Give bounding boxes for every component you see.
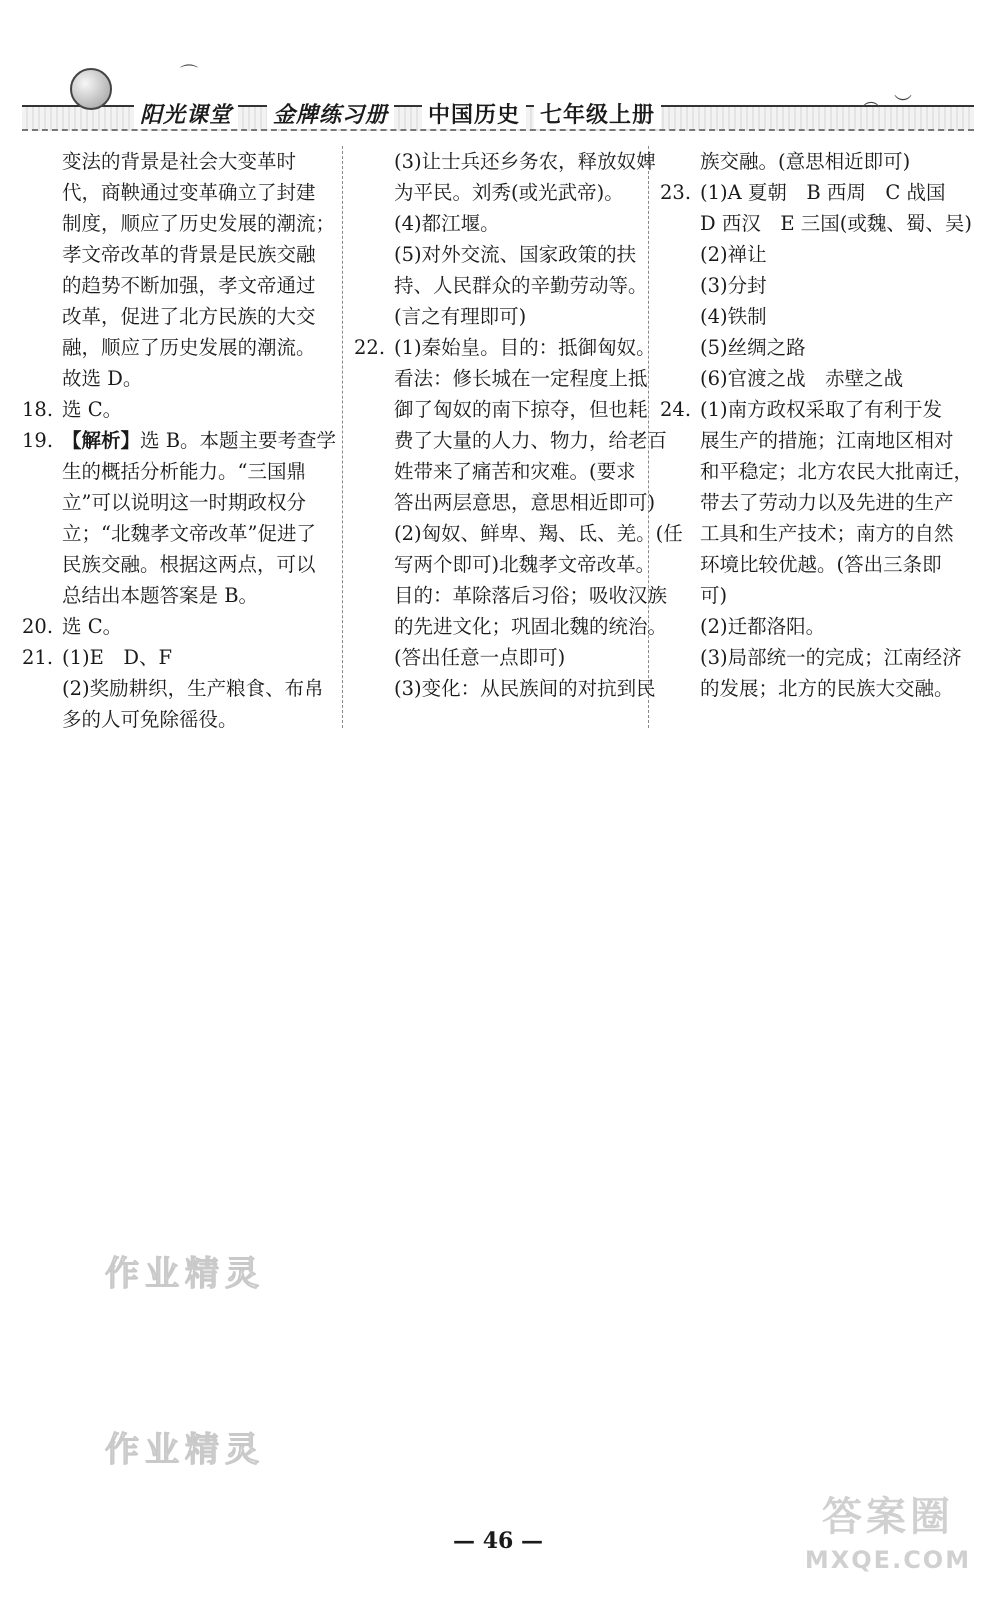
answer-line: (5)对外交流、国家政策的扶 [394, 243, 637, 266]
watermark: 作业精灵 [105, 1254, 265, 1294]
answer-line: 持、人民群众的辛勤劳动等。 [394, 274, 648, 297]
answer-line: (3)局部统一的完成；江南经济 [700, 646, 962, 669]
answer-line: (1)南方政权采取了有利于发 [700, 398, 943, 421]
answer-line: 的趋势不断加强，孝文帝通过 [62, 274, 316, 297]
answer-line: (答出任意一点即可) [394, 646, 566, 669]
globe-icon [70, 68, 112, 110]
answer-line: 孝文帝改革的背景是民族交融 [62, 243, 316, 266]
answer-line: 为平民。刘秀(或光武帝)。 [394, 181, 624, 204]
question-number: 20. [22, 615, 54, 638]
question-number: 24. [660, 398, 692, 421]
answer-line: 立；“北魏孝文帝改革”促进了 [62, 522, 316, 545]
brand-logo-text: 答案圈 [822, 1494, 954, 1540]
answer-line: 故选 D。 [62, 367, 143, 390]
answer-line: 选 B。本题主要考查学 [140, 429, 337, 452]
analysis-tag: 【解析】 [62, 429, 141, 452]
answer-line: 御了匈奴的南下掠夺，但也耗 [394, 398, 648, 421]
series-title: 阳光课堂 [134, 98, 238, 129]
answer-item-21 [22, 642, 344, 673]
answer-line: (2)禅让 [700, 243, 767, 266]
answer-line: 选 C。 [62, 615, 123, 638]
answer-line: 变法的背景是社会大变革时 [62, 150, 297, 173]
answer-line: 的先进文化；巩固北魏的统治。 [394, 615, 668, 638]
answer-line: (2)奖励耕织，生产粮食、布帛 [62, 677, 324, 700]
answer-item-20 [22, 611, 344, 642]
question-number: 23. [660, 181, 692, 204]
answer-item-22 [354, 332, 656, 363]
answer-line: D 西汉 E 三国(或魏、蜀、吴) [700, 212, 972, 235]
answer-line: 族交融。(意思相近即可) [700, 150, 911, 173]
bird-icon: ︵ [862, 90, 880, 111]
answer-line: 工具和生产技术；南方的自然 [700, 522, 954, 545]
answer-line: (1)秦始皇。目的：抵御匈奴。 [394, 336, 656, 359]
answer-line: 多的人可免除徭役。 [62, 708, 238, 731]
brand-logo [800, 1488, 976, 1592]
answer-item-24 [660, 394, 960, 425]
answer-line: (2)迁都洛阳。 [700, 615, 826, 638]
bird-icon: ︶ [894, 94, 912, 115]
bird-icon: ⌒ [180, 64, 198, 85]
answer-line: 环境比较优越。(答出三条即 [700, 553, 942, 576]
answer-line: 总结出本题答案是 B。 [62, 584, 259, 607]
answer-line: 姓带来了痛苦和灾难。(要求 [394, 460, 636, 483]
series-subtitle: 金牌练习册 [267, 98, 394, 129]
grade-title: 七年级上册 [534, 98, 661, 129]
answer-line: 写两个即可)北魏孝文帝改革。 [394, 553, 656, 576]
answer-line: 生的概括分析能力。“三国鼎 [62, 460, 306, 483]
answer-line: (言之有理即可) [394, 305, 527, 328]
answer-line: 目的：革除落后习俗；吸收汉族 [394, 584, 668, 607]
answer-column-1 [22, 146, 344, 735]
answer-line: 可) [700, 584, 728, 607]
answer-line: 看法：修长城在一定程度上抵 [394, 367, 648, 390]
answer-line: (1)E D、F [62, 646, 173, 669]
answer-item-19 [22, 425, 344, 456]
watermark: 作业精灵 [105, 1430, 265, 1470]
answer-line: (4)铁制 [700, 305, 767, 328]
question-number: 22. [354, 336, 386, 359]
answer-item-18 [22, 394, 344, 425]
answer-column-3 [660, 146, 974, 704]
answer-line: (4)都江堰。 [394, 212, 500, 235]
question-number: 19. [22, 429, 54, 452]
answer-line: 展生产的措施；江南地区相对 [700, 429, 954, 452]
answer-item-23 [660, 177, 960, 208]
answer-line: (1)A 夏朝 B 西周 C 战国 [700, 181, 946, 204]
answer-line: 制度，顺应了历史发展的潮流； [62, 212, 336, 235]
answer-line: (3)分封 [700, 274, 767, 297]
answer-line: 答出两层意思，意思相近即可) [394, 491, 656, 514]
brand-logo-url: MXQE.COM [804, 1546, 972, 1574]
answer-line: 费了大量的人力、物力，给老百 [394, 429, 668, 452]
answer-line: 和平稳定；北方农民大批南迁， [700, 460, 974, 483]
answer-line: (6)官渡之战 赤壁之战 [700, 367, 904, 390]
question-number: 21. [22, 646, 54, 669]
answer-line: (3)变化：从民族间的对抗到民 [394, 677, 656, 700]
answer-line: 立”可以说明这一时期政权分 [62, 491, 306, 514]
answer-line: 的发展；北方的民族大交融。 [700, 677, 954, 700]
answer-line: 选 C。 [62, 398, 123, 421]
answer-line: 代，商鞅通过变革确立了封建 [62, 181, 316, 204]
page-number: — 46 — [453, 1528, 543, 1554]
answer-line: (2)匈奴、鲜卑、羯、氐、羌。(任 [394, 522, 683, 545]
answer-line: 融，顺应了历史发展的潮流。 [62, 336, 316, 359]
answer-line: (3)让士兵还乡务农，释放奴婢 [394, 150, 656, 173]
answer-line: 带去了劳动力以及先进的生产 [700, 491, 954, 514]
answer-line: 改革，促进了北方民族的大交 [62, 305, 316, 328]
subject-title: 中国历史 [422, 98, 526, 129]
page-header [22, 60, 974, 135]
question-number: 18. [22, 398, 54, 421]
answer-line: (5)丝绸之路 [700, 336, 806, 359]
answer-line: 民族交融。根据这两点，可以 [62, 553, 316, 576]
